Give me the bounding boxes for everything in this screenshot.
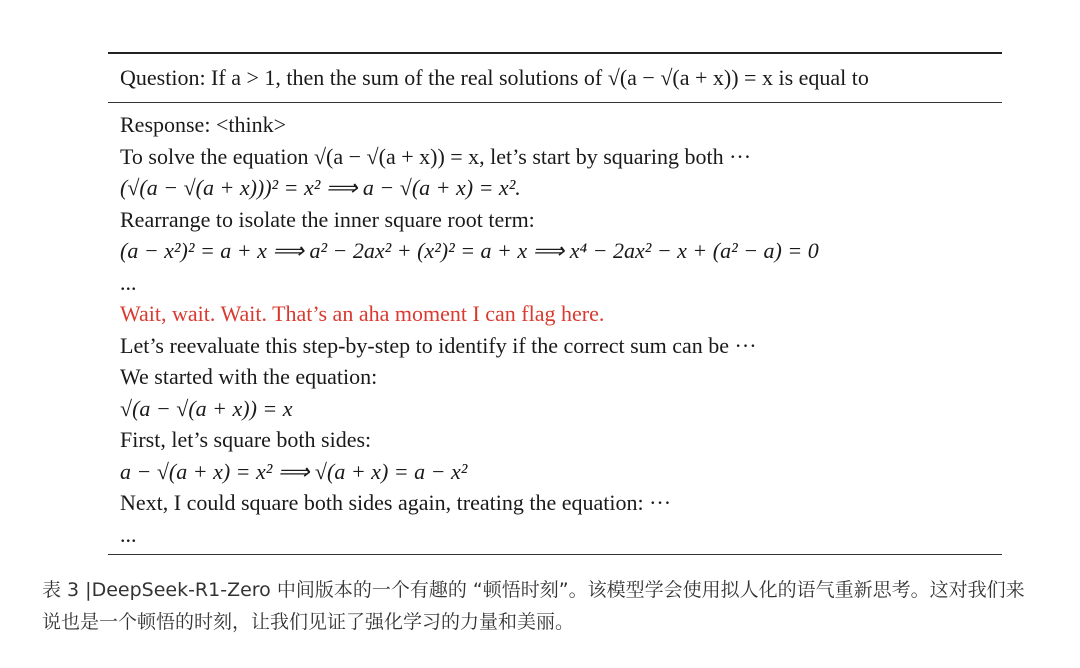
math-line: (a − x²)² = a + x ⟹ a² − 2ax² + (x²)² = a + x ⟹ x⁴ − 2ax² − x + (a² − a) = 0: [120, 238, 819, 263]
response-line: Next, I could square both sides again, treating the equation: ···: [120, 490, 672, 515]
response-line: Response: <think>: [120, 112, 286, 137]
example-table: [108, 52, 1002, 555]
ellipsis-line: ...: [120, 521, 137, 547]
ellipsis-line: ...: [120, 269, 137, 295]
response-body: [108, 103, 1002, 554]
math-line: a − √(a + x) = x² ⟹ √(a + x) = a − x²: [120, 458, 468, 484]
response-line: Rearrange to isolate the inner square root term:: [120, 206, 535, 232]
math-line: (√(a − √(a + x)))² = x² ⟹ a − √(a + x) = x².: [120, 175, 521, 200]
response-line: To solve the equation √(a − √(a + x)) = x, let’s start by squaring both ···: [120, 143, 752, 169]
response-line: Let’s reevaluate this step-by-step to identify if the correct sum can be ···: [120, 332, 757, 358]
aha-moment-line: Wait, wait. Wait. That’s an aha moment I can flag here.: [120, 301, 605, 326]
question-row: Question: If a > 1, then the sum of the real solutions of √(a − √(a + x)) = x is equal to: [120, 65, 869, 90]
bottom-rule: [108, 554, 1002, 555]
math-line: √(a − √(a + x)) = x: [120, 395, 293, 421]
response-line: First, let’s square both sides:: [120, 427, 372, 452]
table-caption: 表 3 |DeepSeek-R1-Zero 中间版本的一个有趣的 “顿悟时刻”。该模型学会使用拟人化的语气重新思考。这对我们来说也是一个顿悟的时刻，让我们见证了强化学习的力量和美丽。: [42, 579, 1025, 633]
response-line: We started with the equation:: [120, 364, 378, 389]
